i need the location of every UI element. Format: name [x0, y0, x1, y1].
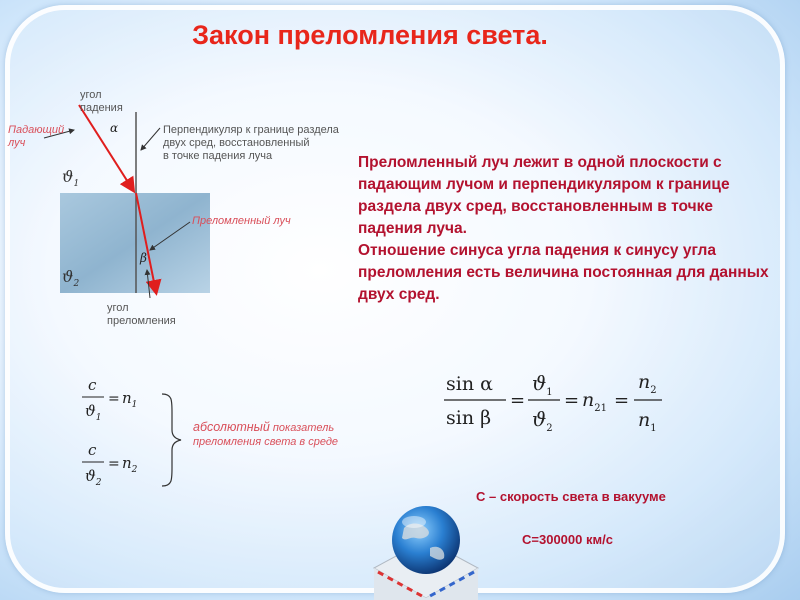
- absolute-index-note: [193, 420, 403, 449]
- snell-law-formula: [440, 364, 680, 444]
- f2-denominator: $ϑ_2$: [85, 467, 102, 488]
- refracted-ray-label: Преломленный луч: [192, 215, 291, 227]
- perpendicular-label: Перпендикуляр к границе раздела двух сред, восстановленный в точке падения луча: [163, 124, 339, 162]
- law-paragraph-1: Преломленный луч лежит в одной плоскости с падающим лучом и перпендикуляром к границе раздела двух сред, восстановленным в точке падения луча.: [358, 154, 730, 237]
- f1-denominator: $ϑ_1$: [85, 402, 102, 423]
- main-eq-3: =: [614, 390, 630, 411]
- f2-rhs: $n_2$: [122, 454, 138, 475]
- pointer-perpendicular-label: [141, 128, 160, 150]
- globe-mail-icon: [366, 498, 486, 600]
- incidence-angle-label: угол падения: [80, 89, 123, 114]
- f1-equals: =: [108, 391, 120, 407]
- main-theta2: $ϑ_2$: [532, 407, 553, 434]
- law-paragraph-2: Отношение синуса угла падения к синусу угла преломления есть величина постоянная для данных двух сред.: [358, 242, 769, 303]
- refraction-angle-label: угол преломления: [107, 302, 176, 327]
- f2-equals: =: [108, 456, 120, 472]
- absolute-keyword: абсолютный: [193, 420, 270, 434]
- theta2-symbol: $ϑ_2$: [62, 267, 80, 289]
- refraction-diagram: [0, 0, 360, 340]
- main-n2: $n_2$: [638, 371, 657, 396]
- refraction-law-text: [358, 152, 778, 306]
- f1-numerator: c: [88, 376, 97, 394]
- f1-rhs: $n_1$: [122, 389, 138, 410]
- main-theta1: $ϑ_1$: [532, 371, 553, 398]
- absolute-rest: показатель преломления света в среде: [193, 422, 339, 448]
- sin-beta: sin β: [446, 407, 492, 429]
- main-eq-1: =: [510, 390, 526, 411]
- main-n1: $n_1$: [638, 409, 657, 434]
- angle-alpha-symbol: α: [110, 121, 119, 135]
- speed-definition: С – скорость света в вакууме: [476, 489, 666, 504]
- main-eq-2: =: [564, 390, 580, 411]
- second-medium: [60, 193, 210, 293]
- incident-ray-label: Падающий луч: [8, 124, 65, 149]
- main-n21: $n_{21}$: [582, 389, 607, 414]
- incident-ray: [79, 105, 133, 190]
- theta1-symbol: $ϑ_1$: [62, 167, 80, 189]
- curly-brace: [158, 392, 184, 488]
- f2-numerator: c: [88, 441, 97, 459]
- speed-value: С=300000 км/с: [522, 532, 613, 547]
- angle-beta-symbol: β: [140, 251, 147, 265]
- sin-alpha: sin α: [446, 373, 493, 395]
- slide-title: Закон преломления света.: [192, 20, 548, 50]
